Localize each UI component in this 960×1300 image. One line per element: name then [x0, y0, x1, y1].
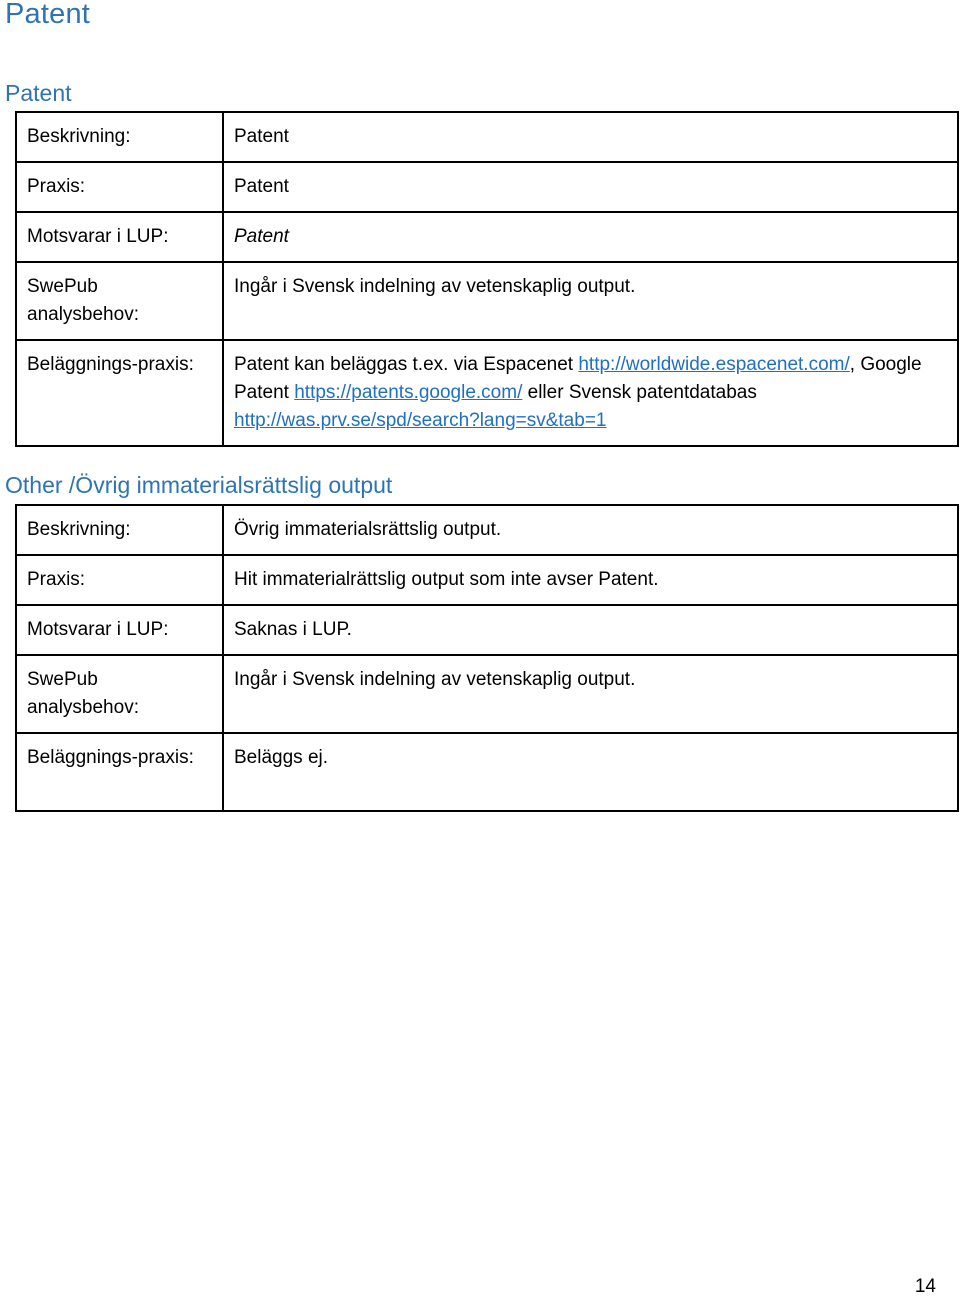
table-row — [16, 733, 958, 811]
section-heading-other: Other /Övrig immaterialsrättslig output — [5, 472, 393, 498]
belaggning-text-1: Patent kan beläggas t.ex. via Espacenet — [234, 354, 579, 375]
row-value: Hit immaterialrättslig output som inte avser Patent. — [223, 555, 958, 605]
row-value: Ingår i Svensk indelning av vetenskaplig output. — [223, 655, 958, 733]
row-label: Beläggnings-praxis: — [16, 340, 223, 446]
table-row — [16, 555, 958, 605]
other-definition-table — [15, 504, 959, 812]
table-row — [16, 212, 958, 262]
row-label: Motsvarar i LUP: — [16, 605, 223, 655]
belaggning-text-3: eller Svensk patentdatabas — [522, 382, 757, 403]
table-row — [16, 605, 958, 655]
table-row — [16, 262, 958, 340]
row-value: Patent — [223, 112, 958, 162]
row-label: Beskrivning: — [16, 112, 223, 162]
belaggning-text-2: , Google Patent — [234, 354, 922, 403]
row-label: Praxis: — [16, 555, 223, 605]
section-heading-patent: Patent — [5, 80, 72, 106]
patent-definition-table — [15, 111, 959, 447]
row-value: Övrig immaterialsrättslig output. — [223, 505, 958, 555]
row-label: Praxis: — [16, 162, 223, 212]
table-row — [16, 162, 958, 212]
row-value: Beläggs ej. — [223, 733, 958, 811]
table-row — [16, 112, 958, 162]
prv-search-link[interactable]: http://was.prv.se/spd/search?lang=sv&tab=1 — [234, 410, 607, 431]
row-label: Beläggnings-praxis: — [16, 733, 223, 811]
table-row — [16, 655, 958, 733]
row-value: Ingår i Svensk indelning av vetenskaplig output. — [223, 262, 958, 340]
google-patents-link[interactable]: https://patents.google.com/ — [294, 382, 523, 403]
row-label: SwePub analysbehov: — [16, 262, 223, 340]
row-label: SwePub analysbehov: — [16, 655, 223, 733]
espacenet-link[interactable]: http://worldwide.espacenet.com/ — [578, 354, 850, 375]
row-value: Patent — [223, 162, 958, 212]
row-value: Saknas i LUP. — [223, 605, 958, 655]
table-row — [16, 340, 958, 446]
row-label: Motsvarar i LUP: — [16, 212, 223, 262]
table-row — [16, 505, 958, 555]
row-value-cell — [223, 340, 958, 446]
row-label: Beskrivning: — [16, 505, 223, 555]
row-value: Patent — [234, 226, 289, 247]
page-title: Patent — [5, 0, 91, 30]
row-value-cell — [223, 212, 958, 262]
page-number: 14 — [914, 1276, 936, 1297]
